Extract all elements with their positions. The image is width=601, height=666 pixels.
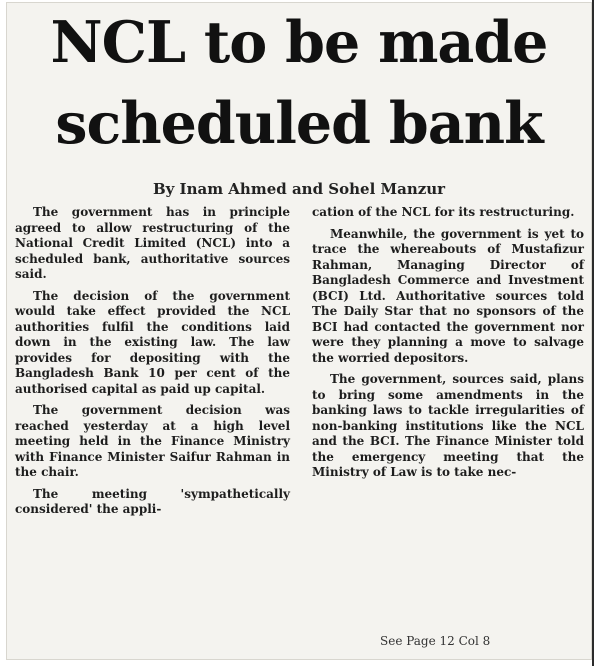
headline-line-1: NCL to be made [50, 9, 548, 76]
headline-line-2: scheduled bank [55, 90, 543, 157]
paragraph: Meanwhile, the government is yet to trace the whereabouts of Mustafizur Rahman, Managing Director of Bangladesh Commerce and Investment (BCI) Ltd. Authoritative sources told The Daily Star that no sponsors of the BCI had contacted the government nor were they planning a move to salvage the worried depositors. [312, 226, 584, 365]
paragraph: cation of the NCL for its restructuring. [312, 205, 575, 219]
column-rule [592, 0, 594, 666]
continuation-note: See Page 12 Col 8 [380, 634, 491, 648]
article-column-left [15, 205, 290, 524]
article-column-right [312, 205, 584, 487]
byline: By Inam Ahmed and Sohel Manzur [152, 180, 446, 198]
paragraph: The decision of the government would take effect provided the NCL authorities fulfil the conditions laid down in the existing law. The law provides for depositing with the Bangladesh Bank 10 per cent of the authorised capital as paid up capital. [15, 288, 290, 396]
paragraph: The government has in principle agreed to allow restructuring of the National Credit Limited (NCL) into a scheduled bank, authoritative sources said. [15, 205, 290, 281]
paragraph: The meeting 'sympathetically considered' the appli- [15, 486, 290, 516]
paragraph: The government, sources said, plans to bring some amendments in the banking laws to tackle irregularities of non-banking institutions like the NCL and the BCI. The Finance Minister told the emergency meeting that the Ministry of Law is to take nec- [312, 372, 584, 479]
paragraph: The government decision was reached yesterday at a high level meeting held in the Finance Ministry with Finance Minister Saifur Rahman in the chair. [15, 403, 290, 479]
